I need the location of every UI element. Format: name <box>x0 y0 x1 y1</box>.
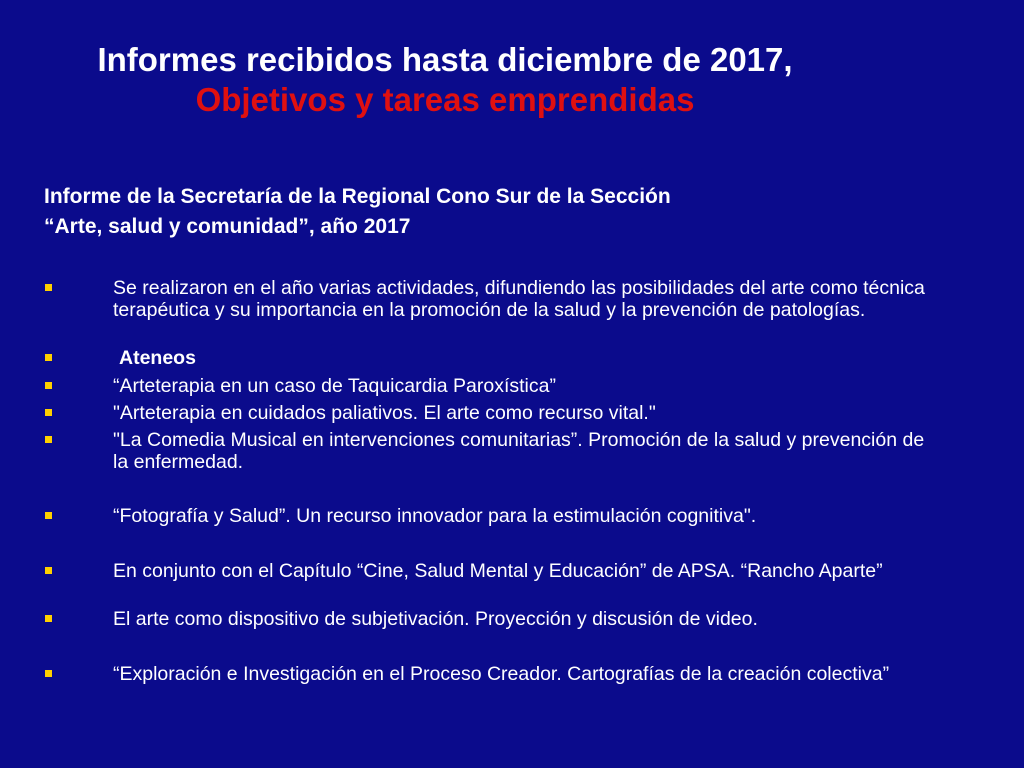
square-bullet-icon <box>45 284 52 291</box>
square-bullet-icon <box>45 436 52 443</box>
square-bullet-icon <box>45 615 52 622</box>
bullet-text: "Arteterapia en cuidados paliativos. El arte como recurso vital." <box>113 402 656 424</box>
subtitle-line-1: Informe de la Secretaría de la Regional Cono Sur de la Sección <box>44 185 671 208</box>
bullet-text: “Arteterapia en un caso de Taquicardia Paroxística” <box>113 375 556 397</box>
bullet-text: Ateneos <box>119 347 196 369</box>
bullet-text: "La Comedia Musical en intervenciones comunitarias”. Promoción de la salud y prevención de la enfermedad. <box>113 429 925 473</box>
square-bullet-icon <box>45 567 52 574</box>
square-bullet-icon <box>45 409 52 416</box>
bullet-text: El arte como dispositivo de subjetivación. Proyección y discusión de video. <box>113 608 758 630</box>
subtitle-line-2: “Arte, salud y comunidad”, año 2017 <box>44 215 411 238</box>
title-line-1: Informes recibidos hasta diciembre de 2017, <box>97 41 793 78</box>
square-bullet-icon <box>45 670 52 677</box>
square-bullet-icon <box>45 354 52 361</box>
square-bullet-icon <box>45 382 52 389</box>
slide-title <box>40 40 850 120</box>
square-bullet-icon <box>45 512 52 519</box>
title-line-2: Objetivos y tareas emprendidas <box>195 81 695 118</box>
bullet-text: En conjunto con el Capítulo “Cine, Salud Mental y Educación” de APSA. “Rancho Aparte” <box>113 560 883 582</box>
report-subtitle <box>44 182 984 242</box>
bullet-text: Se realizaron en el año varias actividades, difundiendo las posibilidades del arte como técnica terapéutica y su importancia en la promoción de la salud y la prevención de patologías. <box>113 277 925 321</box>
bullet-text: “Fotografía y Salud”. Un recurso innovador para la estimulación cognitiva". <box>113 505 757 527</box>
bullet-text: “Exploración e Investigación en el Proceso Creador. Cartografías de la creación colectiva” <box>113 663 890 685</box>
